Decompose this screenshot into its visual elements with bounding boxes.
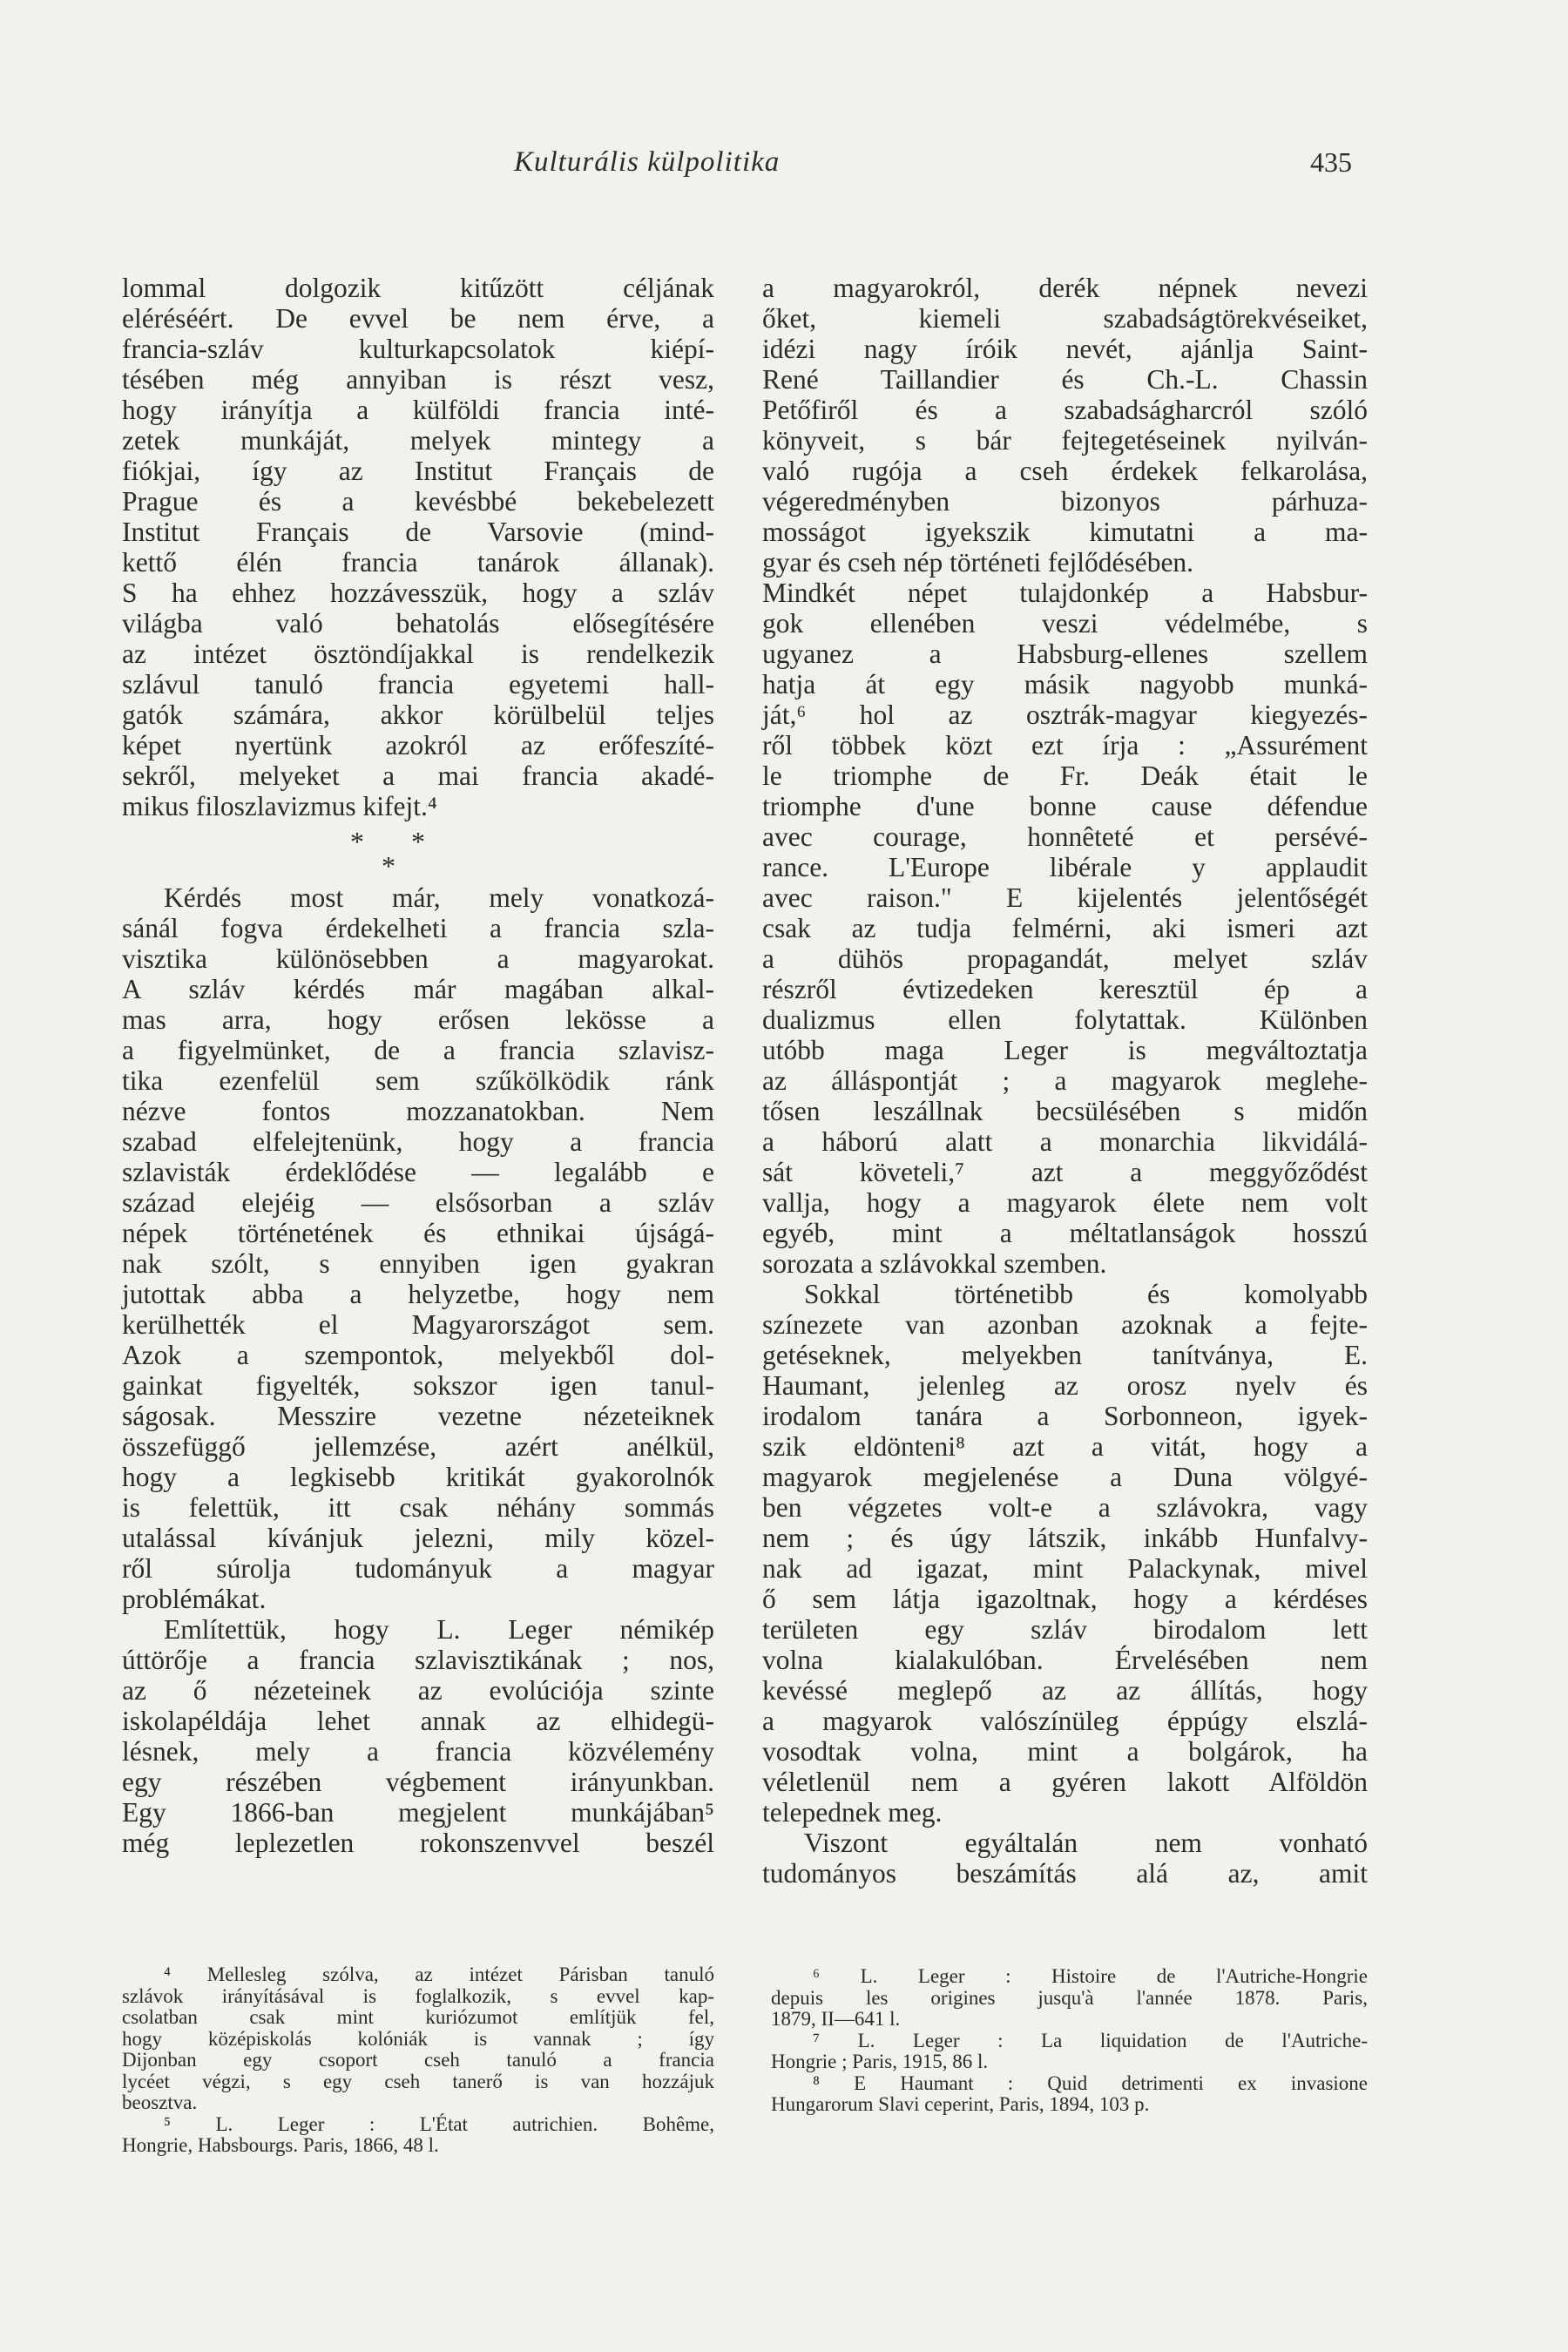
text-line: zetek munkáját, melyek mintegy a	[122, 425, 714, 456]
text-line: őket, kiemeli szabadságtörekvéseiket,	[762, 303, 1368, 334]
text-line: iskolapéldája lehet annak az elhidegü-	[122, 1706, 714, 1736]
text-line: ugyanez a Habsburg-ellenes szellem	[762, 639, 1368, 669]
text-line: a dühös propagandát, melyet szláv	[762, 943, 1368, 974]
text-line: A szláv kérdés már magában alkal-	[122, 974, 714, 1004]
text-line: végeredményben bizonyos párhuza-	[762, 486, 1368, 517]
text-line: gainkat figyelték, sokszor igen tanul-	[122, 1370, 714, 1401]
text-line: sekről, melyeket a mai francia akadé-	[122, 760, 714, 791]
text-line: kettő élén francia tanárok állanak).	[122, 547, 714, 578]
text-line: Prague és a kevésbbé bekebelezett	[122, 486, 714, 517]
asterisk: *	[382, 850, 395, 882]
text-line: volna kialakulóban. Érvelésében nem	[762, 1645, 1368, 1675]
text-line: gok ellenében veszi védelmébe, s	[762, 608, 1368, 639]
text-line: Institut Français de Varsovie (mind-	[122, 517, 714, 547]
text-line: nem ; és úgy látszik, inkább Hunfalvy-	[762, 1523, 1368, 1553]
text-line: mikus filoszlavizmus kifejt.⁴	[122, 791, 437, 821]
text-line: ben végzetes volt-e a szlávokra, vagy	[762, 1492, 1368, 1523]
section-break-asterisks	[122, 821, 714, 882]
text-line: hatja át egy másik nagyobb munká-	[762, 669, 1368, 700]
text-line: hogy a legkisebb kritikát gyakorolnók	[122, 1462, 714, 1492]
footnote-line: ⁶ L. Leger : Histoire de l'Autriche-Hongrie	[813, 1965, 1368, 1987]
text-line: Kérdés most már, mely vonatkozá-	[164, 882, 714, 913]
text-line: fiókjai, így az Institut Français de	[122, 456, 714, 486]
text-line: véletlenül nem a gyéren lakott Alföldön	[762, 1767, 1368, 1797]
text-line: színezete van azonban azoknak a fejte-	[762, 1309, 1368, 1340]
text-line: nak ad igazat, mint Palackynak, mivel	[762, 1553, 1368, 1584]
footnotes-left	[122, 1964, 714, 2157]
text-line: kerülhették el Magyarországot sem.	[122, 1309, 714, 1340]
text-line: mosságot igyekszik kimutatni a ma-	[762, 517, 1368, 547]
footnote-line: 1879, II—641 l.	[771, 2008, 901, 2030]
text-line: szlávul tanuló francia egyetemi hall-	[122, 669, 714, 700]
footnote-line: beosztva.	[122, 2092, 198, 2113]
text-line: rance. L'Europe libérale y applaudit	[762, 852, 1368, 882]
footnote-line: ⁵ L. Leger : L'État autrichien. Bohême,	[164, 2112, 714, 2135]
text-line: úttörője a francia szlavisztikának ; nos,	[122, 1645, 714, 1675]
text-line: könyveit, s bár fejtegetéseinek nyilván-	[762, 425, 1368, 456]
text-line: szlavisták érdeklődése — legalább e	[122, 1157, 714, 1187]
text-line: Mindkét népet tulajdonkép a Habsbur-	[762, 578, 1368, 608]
text-line: összefüggő jellemzése, azért anélkül,	[122, 1431, 714, 1462]
text-line: gyar és cseh nép történeti fejlődésében.	[762, 547, 1194, 578]
text-line: S ha ehhez hozzávesszük, hogy a szláv	[122, 578, 714, 608]
text-line: a magyarokról, derék népnek nevezi	[762, 273, 1368, 303]
text-line: mas arra, hogy erősen lekösse a	[122, 1004, 714, 1035]
text-line: vallja, hogy a magyarok élete nem volt	[762, 1187, 1368, 1218]
footnote-line: Hongrie, Habsbourgs. Paris, 1866, 48 l.	[122, 2134, 439, 2156]
text-line: a magyarok valószínüleg éppúgy elszlá-	[762, 1706, 1368, 1736]
text-line: területen egy szláv birodalom lett	[762, 1614, 1368, 1645]
text-line: az ő nézeteinek az evolúciója szinte	[122, 1675, 714, 1706]
text-line: való rugója a cseh érdekek felkarolása,	[762, 456, 1368, 486]
text-line: egy részében végbement irányunkban.	[122, 1767, 714, 1797]
text-line: getéseknek, melyekben tanítványa, E.	[762, 1340, 1368, 1370]
text-line: utalással kívánjuk jelezni, mily közel-	[122, 1523, 714, 1553]
text-line: hogy irányítja a külföldi francia inté-	[122, 395, 714, 425]
text-line: tudományos beszámítás alá az, amit	[762, 1858, 1368, 1889]
text-line: sánál fogva érdekelheti a francia szla-	[122, 913, 714, 943]
text-line: ről súrolja tudományuk a magyar	[122, 1553, 714, 1584]
text-line: dualizmus ellen folytattak. Különben	[762, 1004, 1368, 1035]
text-line: Egy 1866-ban megjelent munkájában⁵	[122, 1797, 714, 1828]
text-line: nak szólt, s ennyiben igen gyakran	[122, 1248, 714, 1279]
text-line: lésnek, mely a francia közvélemény	[122, 1736, 714, 1767]
text-line: is felettük, itt csak néhány sommás	[122, 1492, 714, 1523]
footnote-line: Hongrie ; Paris, 1915, 86 l.	[771, 2051, 989, 2072]
text-line: utóbb maga Leger is megváltoztatja	[762, 1035, 1368, 1065]
text-line: telepednek meg.	[762, 1797, 943, 1828]
text-line: az álláspontját ; a magyarok meglehe-	[762, 1065, 1368, 1096]
text-line: Említettük, hogy L. Leger némikép	[164, 1614, 714, 1645]
text-line: Azok a szempontok, melyekből dol-	[122, 1340, 714, 1370]
footnote-line: szlávok irányításával is foglalkozik, s evvel kap-	[122, 1984, 714, 2007]
text-line: le triomphe de Fr. Deák était le	[762, 760, 1368, 791]
footnote-line: hogy középiskolás kolóniák is vannak ; így	[122, 2027, 714, 2050]
text-line: sát követeli,⁷ azt a meggyőződést	[762, 1157, 1368, 1187]
running-title: Kulturális külpolitika	[514, 146, 781, 178]
text-line: ságosak. Messzire vezetne nézeteiknek	[122, 1401, 714, 1431]
left-text-column	[122, 273, 714, 1858]
text-line: lommal dolgozik kitűzött céljának	[122, 273, 714, 303]
text-line: ről többek közt ezt írja : „Assurément	[762, 730, 1368, 760]
right-text-column	[762, 273, 1368, 1889]
asterisk: *	[350, 826, 364, 857]
text-line: René Taillandier és Ch.-L. Chassin	[762, 364, 1368, 395]
text-line: egyéb, mint a méltatlanságok hosszú	[762, 1218, 1368, 1248]
text-line: a háború alatt a monarchia likvidálá-	[762, 1126, 1368, 1157]
text-line: század elejéig — elsősorban a szláv	[122, 1187, 714, 1218]
running-head	[0, 146, 1568, 190]
text-line: tika ezenfelül sem szűkölködik ránk	[122, 1065, 714, 1096]
footnote-line: ⁸ E Haumant : Quid detrimenti ex invasione	[813, 2072, 1368, 2094]
text-line: nézve fontos mozzanatokban. Nem	[122, 1096, 714, 1126]
footnote-line: ⁷ L. Leger : La liquidation de l'Autriche-	[813, 2029, 1368, 2051]
text-line: csak az tudja felmérni, aki ismeri azt	[762, 913, 1368, 943]
text-line: kevéssé meglepő az az állítás, hogy	[762, 1675, 1368, 1706]
footnote-line: Dijonban egy csoport cseh tanuló a francia	[122, 2049, 714, 2071]
text-line: Petőfiről és a szabadságharcról szóló	[762, 395, 1368, 425]
text-line: az intézet ösztöndíjakkal is rendelkezik	[122, 639, 714, 669]
text-line: ő sem látja igazoltnak, hogy a kérdéses	[762, 1584, 1368, 1614]
text-line: világba való behatolás elősegítésére	[122, 608, 714, 639]
text-line: idézi nagy íróik nevét, ajánlja Saint-	[762, 334, 1368, 364]
text-line: vosodtak volna, mint a bolgárok, ha	[762, 1736, 1368, 1767]
text-line: irodalom tanára a Sorbonneon, igyek-	[762, 1401, 1368, 1431]
text-line: visztika különösebben a magyarokat.	[122, 943, 714, 974]
text-line: avec courage, honnêteté et persévé-	[762, 821, 1368, 852]
text-line: Haumant, jelenleg az orosz nyelv és	[762, 1370, 1368, 1401]
footnotes-right	[771, 1966, 1368, 2116]
text-line: triomphe d'une bonne cause défendue	[762, 791, 1368, 821]
footnote-line: lycéet végzi, s egy cseh tanerő is van hozzájuk	[122, 2070, 714, 2092]
footnote-line: depuis les origines jusqu'à l'année 1878. Paris,	[771, 1986, 1368, 2009]
page-number: 435	[1310, 146, 1352, 178]
text-line: jutottak abba a helyzetbe, hogy nem	[122, 1279, 714, 1309]
text-line: Viszont egyáltalán nem vonható	[804, 1828, 1368, 1858]
text-line: népek történetének és ethnikai újságá-	[122, 1218, 714, 1248]
text-line: ját,⁶ hol az osztrák-magyar kiegyezés-	[762, 700, 1368, 730]
text-line: Sokkal történetibb és komolyabb	[804, 1279, 1368, 1309]
text-line: francia-szláv kulturkapcsolatok kiépí-	[122, 334, 714, 364]
footnote-line: csolatban csak mint kuriózumot említjük fel,	[122, 2006, 714, 2028]
asterisk: *	[411, 826, 425, 857]
text-line: még leplezetlen rokonszenvvel beszél	[122, 1828, 714, 1858]
text-line: gatók számára, akkor körülbelül teljes	[122, 700, 714, 730]
text-line: tősen leszállnak becsülésében s midőn	[762, 1096, 1368, 1126]
text-line: részről évtizedeken keresztül ép a	[762, 974, 1368, 1004]
text-line: magyarok megjelenése a Duna völgyé-	[762, 1462, 1368, 1492]
text-line: avec raison." E kijelentés jelentőségét	[762, 882, 1368, 913]
text-line: szabad elfelejtenünk, hogy a francia	[122, 1126, 714, 1157]
text-line: a figyelmünket, de a francia szlavisz-	[122, 1035, 714, 1065]
footnote-line: ⁴ Mellesleg szólva, az intézet Párisban tanuló	[164, 1963, 714, 1985]
text-line: tésében még annyiban is részt vesz,	[122, 364, 714, 395]
text-line: képet nyertünk azokról az erőfeszíté-	[122, 730, 714, 760]
text-line: szik eldönteni⁸ azt a vitát, hogy a	[762, 1431, 1368, 1462]
footnote-line: Hungarorum Slavi ceperint, Paris, 1894, 103 p.	[771, 2093, 1150, 2115]
text-line: sorozata a szlávokkal szemben.	[762, 1248, 1107, 1279]
text-line: problémákat.	[122, 1584, 267, 1614]
text-line: eléréséért. De evvel be nem érve, a	[122, 303, 714, 334]
